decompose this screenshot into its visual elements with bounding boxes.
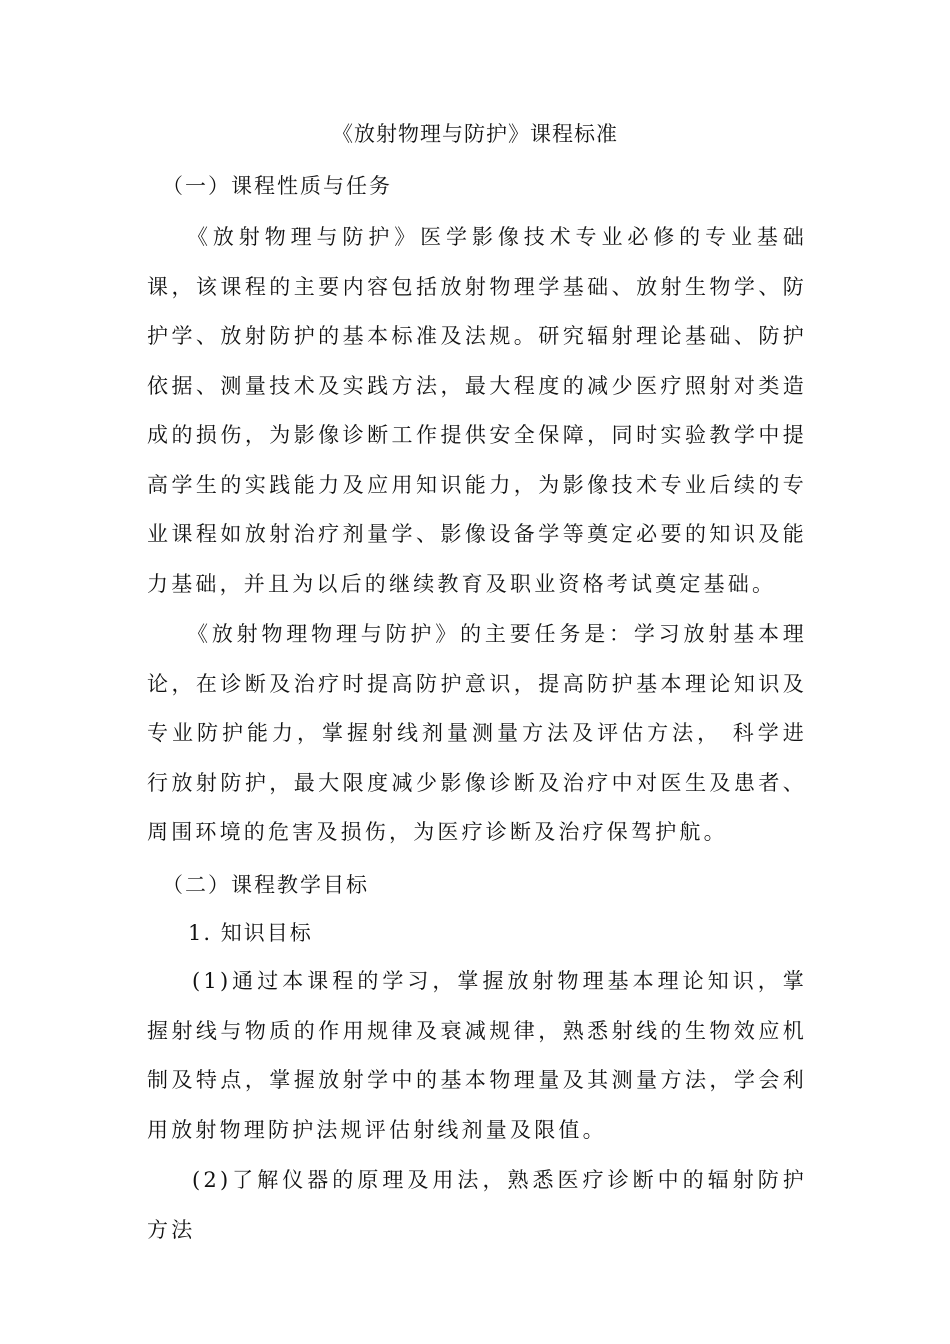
paragraph-course-tasks: 《放射物理物理与防护》的主要任务是：学习放射基本理论，在诊断及治疗时提高防护意识，提高防护基本理论知识及专业防护能力，掌握射线剂量测量方法及评估方法， 科学进行放射防护，最大限度减少影像诊断及治疗中对医生及患者、周围环境的危害及损伤，为医疗诊断及治疗保驾护航。 <box>147 622 807 844</box>
section-heading-course-nature: （一）课程性质与任务 <box>162 174 392 198</box>
document-title: 《放射物理与防护》课程标准 <box>332 122 618 146</box>
subheading-knowledge-goals: 1. 知识目标 <box>188 921 313 945</box>
list-item-knowledge-2: (2)了解仪器的原理及用法，熟悉医疗诊断中的辐射防护方法 <box>147 1168 807 1242</box>
paragraph-course-intro: 《放射物理与防护》医学影像技术专业必修的专业基础课，该课程的主要内容包括放射物理学基础、放射生物学、防护学、放射防护的基本标准及法规。研究辐射理论基础、防护依据、测量技术及实践方法，最大程度的减少医疗照射对类造成的损伤，为影像诊断工作提供安全保障，同时实验教学中提高学生的实践能力及应用知识能力，为影像技术专业后续的专业课程如放射治疗剂量学、影像设备学等奠定必要的知识及能力基础，并且为以后的继续教育及职业资格考试奠定基础。 <box>147 225 807 596</box>
section-heading-teaching-goals: （二）课程教学目标 <box>162 873 369 897</box>
list-item-knowledge-1: (1)通过本课程的学习，掌握放射物理基本理论知识，掌握射线与物质的作用规律及衰减规律，熟悉射线的生物效应机制及特点，掌握放射学中的基本物理量及其测量方法，学会利用放射物理防护法规评估射线剂量及限值。 <box>147 969 807 1142</box>
